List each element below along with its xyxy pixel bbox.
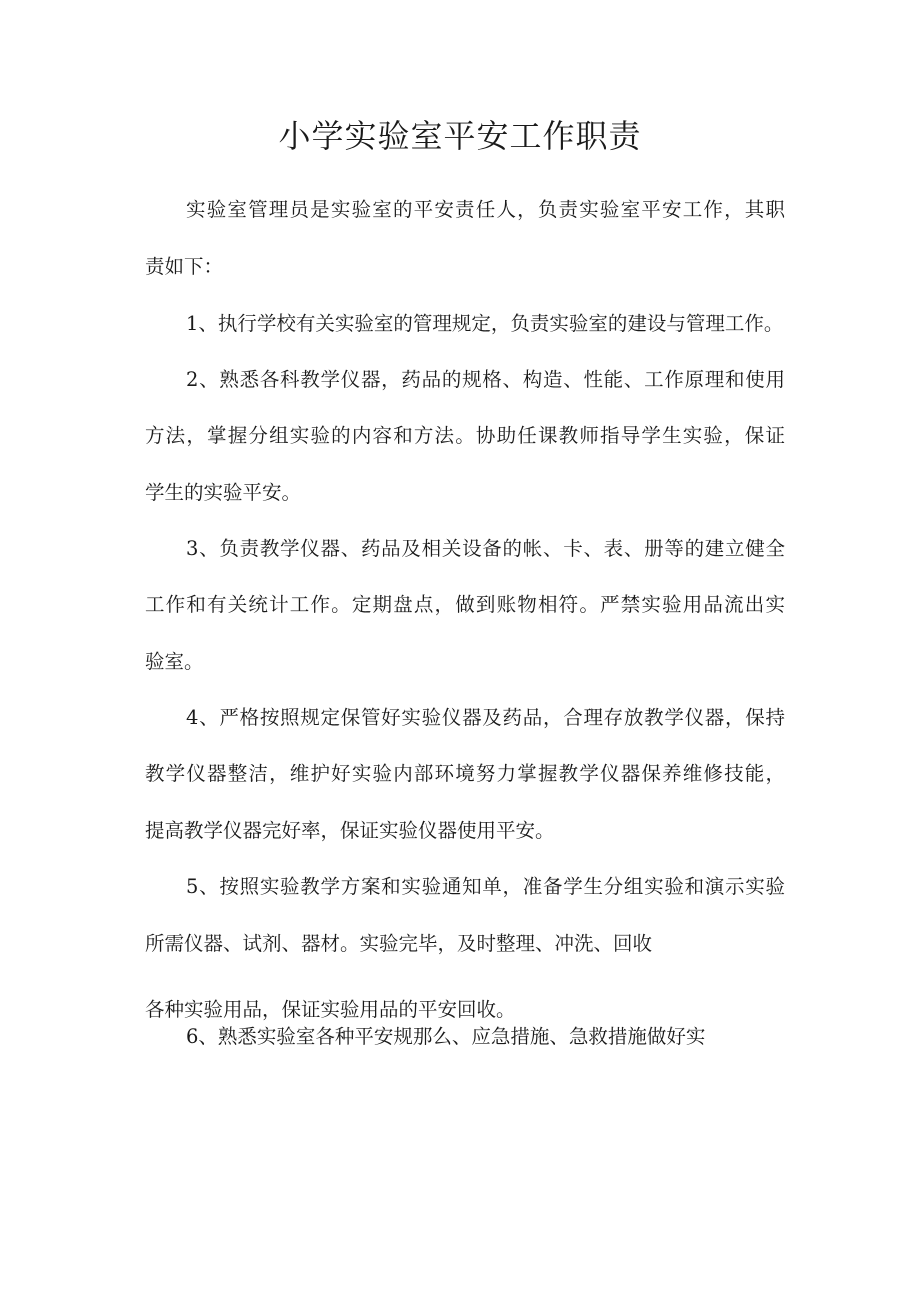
paragraph-intro-line-1: 实验室管理员是实验室的平安责任人，负责实验室平安工作，其职: [186, 198, 785, 221]
item-6-line-1: 6、熟悉实验室各种平安规那么、应急措施、急救措施做好实: [186, 1025, 706, 1048]
item-2-line-1: 2、熟悉各科教学仪器，药品的规格、构造、性能、工作原理和使用: [186, 368, 785, 391]
item-2-line-3: 学生的实验平安。: [145, 481, 302, 504]
item-4-line-2: 教学仪器整洁，维护好实验内部环境努力掌握教学仪器保养维修技能，: [145, 762, 785, 785]
item-3-line-3: 验室。: [145, 650, 204, 673]
document-title: 小学实验室平安工作职责: [278, 117, 642, 155]
item-3-line-2: 工作和有关统计工作。定期盘点，做到账物相符。严禁实验用品流出实: [145, 593, 785, 616]
paragraph-intro-line-2: 责如下：: [145, 255, 224, 278]
item-4-line-3: 提高教学仪器完好率，保证实验仪器使用平安。: [145, 819, 555, 842]
item-4-line-1: 4、严格按照规定保管好实验仪器及药品，合理存放教学仪器，保持: [186, 706, 785, 729]
item-5-line-3: 各种实验用品，保证实验用品的平安回收。: [145, 998, 516, 1021]
item-2-line-2: 方法，掌握分组实验的内容和方法。协助任课教师指导学生实验，保证: [145, 424, 785, 447]
item-5-line-1: 5、按照实验教学方案和实验通知单，准备学生分组实验和演示实验: [186, 875, 785, 898]
item-1-line-1: 1、执行学校有关实验室的管理规定，负责实验室的建设与管理工作。: [186, 312, 784, 335]
item-3-line-1: 3、负责教学仪器、药品及相关设备的帐、卡、表、册等的建立健全: [186, 537, 785, 560]
item-5-line-2: 所需仪器、试剂、器材。实验完毕，及时整理、冲洗、回收: [145, 932, 653, 955]
